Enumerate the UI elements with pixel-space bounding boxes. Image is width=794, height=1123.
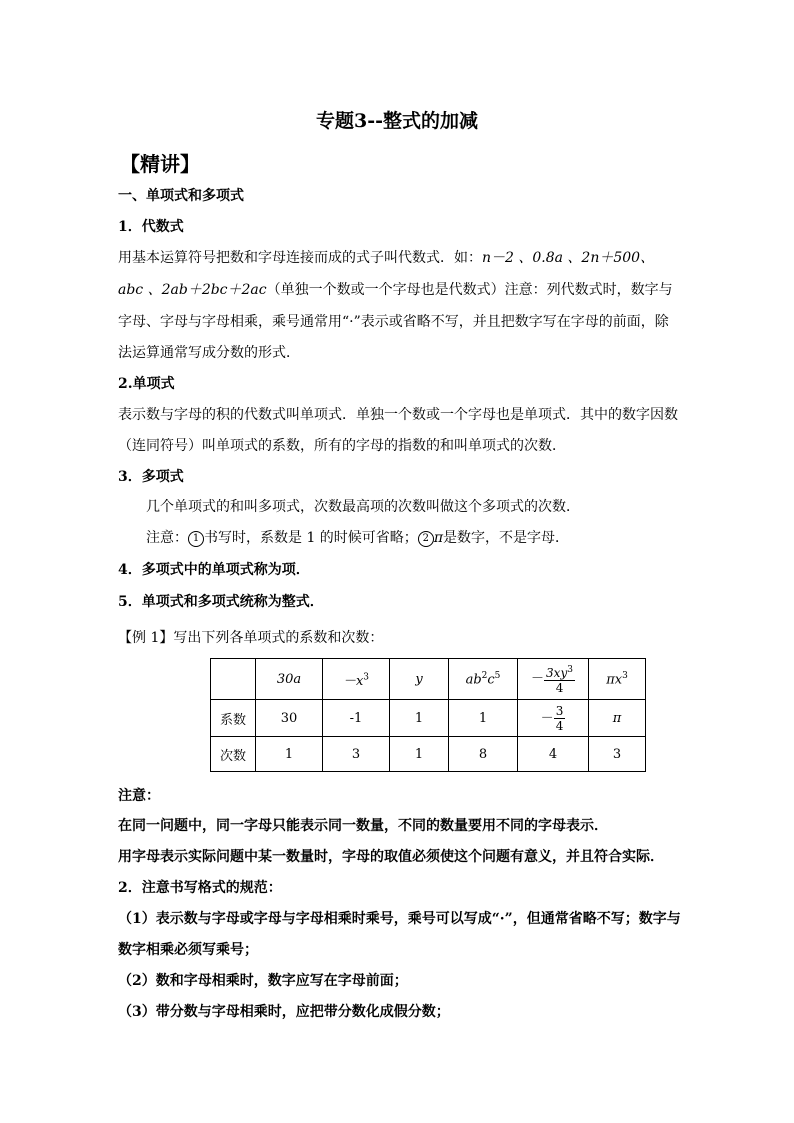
section-heading: 【精讲】 (120, 152, 200, 176)
math-term: πx (606, 672, 623, 688)
denominator: 4 (555, 718, 564, 733)
rule-line: （1）表示数与字母或字母与字母相乘时乘号，乘号可以写成“·”，但通常省略不写；数字与 (118, 911, 681, 927)
table-cell: 1 (256, 737, 323, 772)
minus-sign: － (540, 710, 554, 726)
table-header-cell: 30a (256, 659, 323, 700)
math-examples: n－2 、0.8a 、2n＋500、 (482, 250, 655, 266)
paragraph-line: 表示数与字母的积的代数式叫单项式．单独一个数或一个字母也是单项式．其中的数字因数 (118, 407, 678, 423)
table-cell (518, 700, 589, 737)
heading-algebraic-expression: 1．代数式 (118, 219, 184, 235)
rule-line: 数字相乘必须写乘号； (118, 942, 258, 958)
paragraph-line: （连同符号）叫单项式的系数，所有的字母的指数的和叫单项式的次数． (118, 438, 566, 454)
denominator: 4 (555, 681, 564, 695)
table-header-cell (518, 659, 589, 700)
note-heading: 注意： (118, 788, 160, 804)
table-cell: 1 (449, 700, 518, 737)
table-cell: 3 (323, 737, 390, 772)
table-header-cell: y (390, 659, 449, 700)
pi-symbol: π (433, 530, 444, 546)
table-cell: 1 (390, 700, 449, 737)
row-label-degree: 次数 (211, 737, 256, 772)
table-cell: 3 (589, 737, 646, 772)
heading-terms: 4．多项式中的单项式称为项． (118, 562, 310, 578)
paragraph-line (118, 248, 674, 268)
heading-polynomial: 3．多项式 (118, 469, 184, 485)
numerator: 3 (555, 703, 564, 718)
text-span: （单独一个数或一个字母也是代数式）注意：列代数式时，数字与 (266, 282, 673, 298)
table-cell: 8 (449, 737, 518, 772)
table-cell: 30 (256, 700, 323, 737)
fraction (544, 663, 575, 695)
table-cell: π (589, 700, 646, 737)
fraction (554, 704, 566, 733)
example-title: 【例 1】写出下列各单项式的系数和次数： (118, 630, 384, 646)
table-header-cell: $\pi x^3$ (589, 659, 646, 700)
rule-line: （2）数和字母相乘时，数字应写在字母前面； (118, 973, 408, 989)
math-term: －x (342, 673, 364, 689)
circled-number: 1 (188, 531, 204, 547)
page-title: 专题3--整式的加减 (316, 110, 478, 132)
heading-monomial: 2.单项式 (118, 376, 175, 392)
heading-format-rules: 2．注意书写格式的规范： (118, 880, 282, 896)
text-span: 注意： (146, 530, 188, 546)
rule-line: （3）带分数与字母相乘时，应把带分数化成假分数； (118, 1004, 450, 1020)
table-header-cell: $ab^2c^5$ (449, 659, 518, 700)
note-line: 在同一问题中，同一字母只能表示同一数量，不同的数量要用不同的字母表示． (118, 818, 608, 834)
paragraph-line: 法运算通常写成分数的形式． (118, 345, 300, 361)
heading-integral-expression: 5．单项式和多项式统称为整式． (118, 594, 324, 610)
table-cell (211, 659, 256, 700)
paragraph-line: 几个单项式的和叫多项式，次数最高项的次数叫做这个多项式的次数． (146, 499, 580, 515)
table-cell: 1 (390, 737, 449, 772)
text-span: 是数字，不是字母． (443, 530, 570, 546)
math-term: ab (465, 672, 482, 688)
table-cell: -1 (323, 700, 390, 737)
text-span: 用基本运算符号把数和字母连接而成的式子叫代数式．如： (118, 250, 482, 266)
table-header-cell: $-x^3$ (323, 659, 390, 700)
numerator: $3xy^3$ (546, 665, 573, 680)
note-line (146, 528, 674, 548)
minus-sign: － (531, 671, 545, 687)
text-span: 书写时，系数是 1 的时候可省略； (204, 530, 418, 546)
heading-monomial-polynomial: 一、单项式和多项式 (118, 188, 244, 204)
circled-number: 2 (418, 531, 434, 547)
math-examples: abc 、2ab＋2bc＋2ac (118, 282, 267, 298)
paragraph-line: 字母、字母与字母相乘，乘号通常用“·”表示或省略不写，并且把数字写在字母的前面，除 (118, 314, 669, 330)
math-term: 3xy (546, 666, 568, 680)
paragraph-line (118, 280, 674, 300)
note-line: 用字母表示实际问题中某一数量时，字母的取值必须使这个问题有意义，并且符合实际． (118, 849, 664, 865)
row-label-coefficient: 系数 (211, 700, 256, 737)
table-cell: 4 (518, 737, 589, 772)
example-table (210, 658, 646, 772)
